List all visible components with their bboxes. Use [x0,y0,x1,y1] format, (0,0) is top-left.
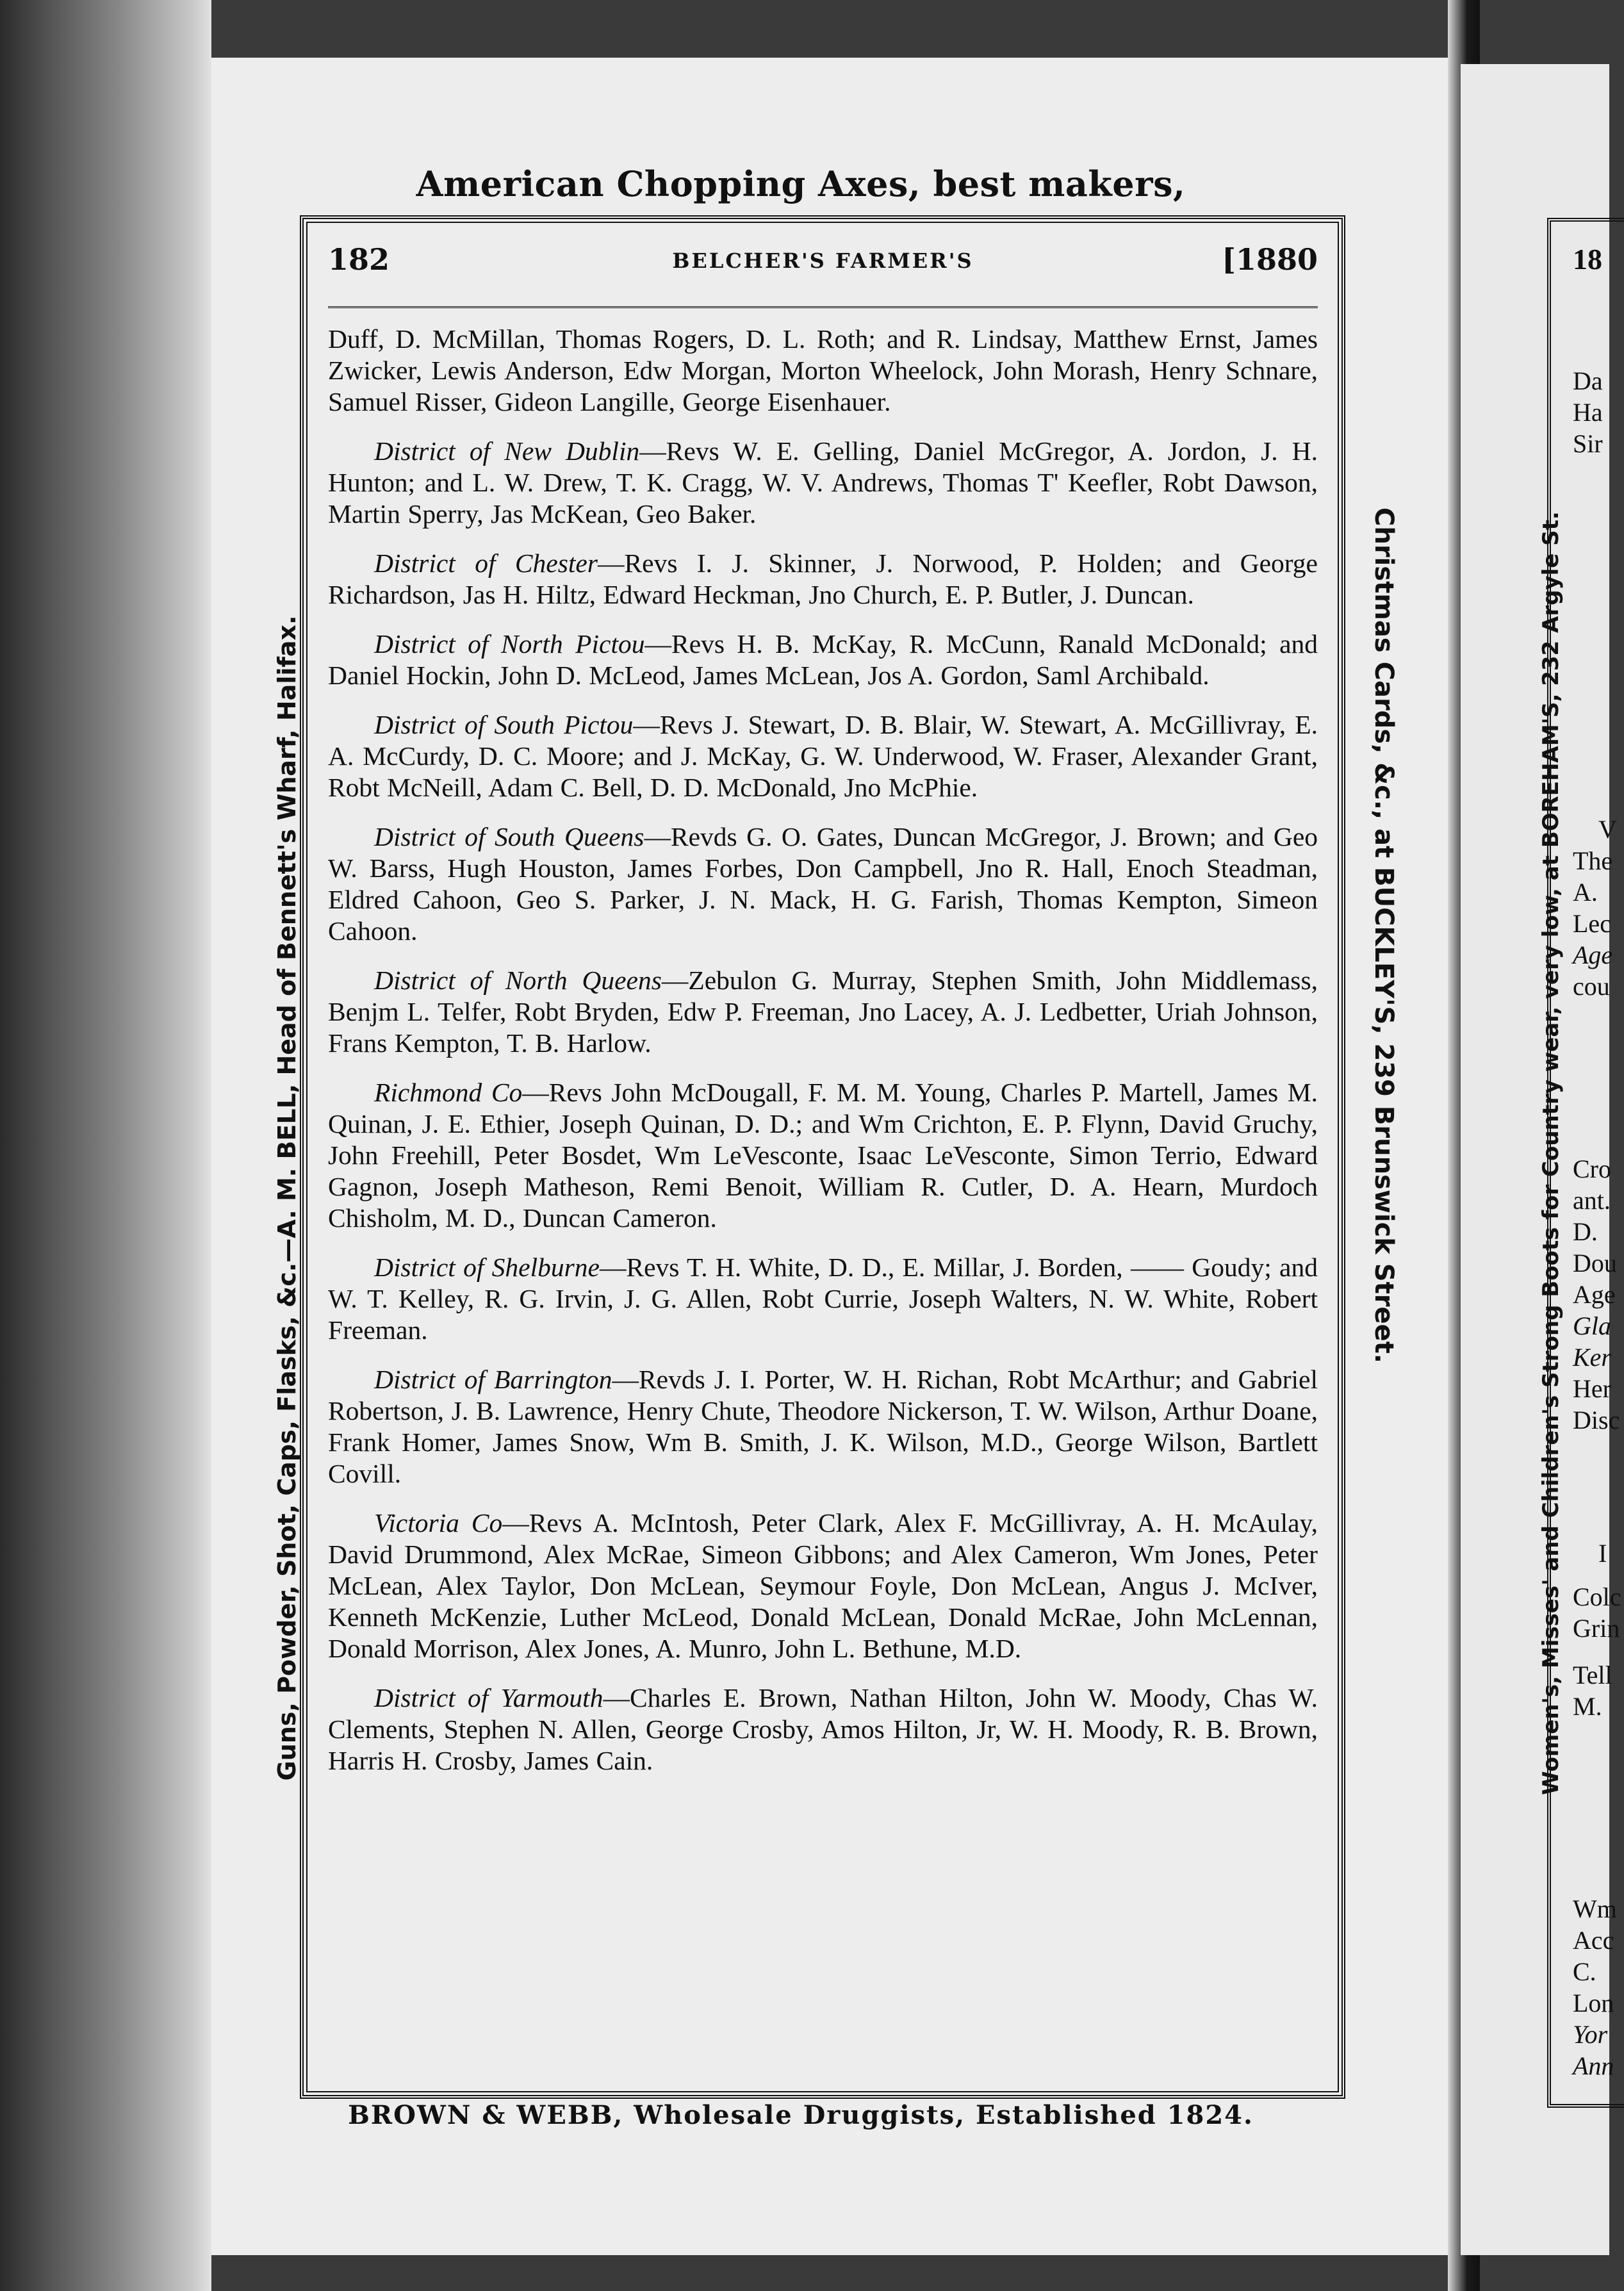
entry-text: —Revs I. J. Skinner, J. Norwood, P. Holden; and George Richardson, Jas H. Hiltz, Edward Heckman, Jno Church, E. P. Butler, J. Duncan. [328,548,1318,609]
entry-text: —Revs J. Stewart, D. B. Blair, W. Stewart, A. McGillivray, E. A. McCurdy, D. C. Moore; and J. McKay, G. W. Underwood, W. Fraser, Alexander Grant, Robt McNeill, Adam C. Bell, D. D. McDonald, Jno McPhie. [328,710,1318,802]
right-page-fragment: cou [1573,972,1610,1001]
right-page-fragment: M. [1573,1692,1602,1721]
directory-entry [328,1364,1318,1490]
entry-text: —Revds G. O. Gates, Duncan McGregor, J. Brown; and Geo W. Barss, Hugh Houston, James Forbes, Don Campbell, Jno R. Hall, Enoch Steadman, Eldred Cahoon, Geo S. Parker, J. N. Mack, H. G. Farish, Thomas Kempton, Simeon Cahoon. [328,822,1318,946]
left-margin-advertisement: Guns, Powder, Shot, Caps, Flasks, &c.—A. M. BELL, Head of Bennett's Wharf, Halifax. [273,615,301,1781]
right-margin-advertisement: Christmas Cards, &c., at BUCKLEY'S, 239 Brunswick Street. [1369,507,1398,1363]
directory-entry [328,436,1318,530]
right-page-fragment: Age [1573,1280,1616,1309]
entry-text: —Charles E. Brown, Nathan Hilton, John W. Moody, Chas W. Clements, Stephen N. Allen, George Crosby, Amos Hilton, Jr, W. H. Moody, R. B. Brown, Harris H. Crosby, James Cain. [328,1683,1318,1775]
right-page-fragment: Lec [1573,909,1611,938]
right-page-fragment: Ha [1573,398,1603,427]
directory-body [328,324,1318,1794]
right-page-fragment: Da [1573,366,1603,395]
right-page-fragment: Ann [1573,2051,1614,2080]
entry-text: —Revs T. H. White, D. D., E. Millar, J. Borden, —— Goudy; and W. T. Kelley, R. G. Irvin, J. G. Allen, Robt Currie, Joseph Walters, N. W. White, Robert Freeman. [328,1252,1318,1345]
right-page-fragment: The [1573,846,1613,875]
entry-text: —Revs W. E. Gelling, Daniel McGregor, A. Jordon, J. H. Hunton; and L. W. Drew, T. K. Cragg, W. V. Andrews, Thomas T' Keefler, Robt Dawson, Martin Sperry, Jas McKean, Geo Baker. [328,436,1318,529]
right-page-fragment: Cro [1573,1154,1611,1183]
running-title: BELCHER'S FARMER'S [672,249,974,273]
page-year: [1880 [1222,242,1318,277]
directory-entry [328,965,1318,1059]
entry-text: —Revs John McDougall, F. M. M. Young, Charles P. Martell, James M. Quinan, J. E. Ethier, Joseph Quinan, D. D.; and Wm Crichton, E. P. Flynn, David Gruchy, John Freehill, Peter Bosdet, Wm LeVesconte, Isaac LeVesconte, Simon Terrio, Edward Gagnon, Joseph Matheson, Remi Benoit, William R. Cutler, D. A. Hearn, Murdoch Chisholm, M. D., Duncan Cameron. [328,1078,1318,1233]
right-page-number-fragment: 18 [1573,243,1602,275]
right-page-fragment: Gla [1573,1311,1611,1340]
right-page-fragment: I [1598,1539,1607,1568]
directory-entry [328,821,1318,947]
district-name: Richmond Co [374,1078,523,1107]
right-page-fragment: Tell [1573,1661,1612,1689]
district-name: District of South Pictou [374,710,634,739]
right-page-fragment: ant. [1573,1186,1611,1215]
right-page-fragment: D. [1573,1217,1598,1246]
right-page-fragment: Dou [1573,1249,1617,1277]
right-page-fragment: Disc [1573,1406,1620,1434]
directory-entry [328,324,1318,418]
entry-text: —Revds J. I. Porter, W. H. Richan, Robt McArthur; and Gabriel Robertson, J. B. Lawrence, Henry Chute, Theodore Nickerson, T. W. Wilson, Arthur Doane, Frank Homer, James Snow, Wm B. Smith, J. K. Wilson, M.D., George Wilson, Bartlett Covill. [328,1365,1318,1488]
district-name: District of New Dublin [374,436,640,466]
district-name: District of Yarmouth [374,1683,603,1712]
header-rule [328,306,1318,308]
page-header [328,242,1318,287]
district-name: District of Shelburne [374,1252,600,1282]
right-page-fragment: Lon [1573,1989,1614,2017]
right-page-fragment: Colc [1573,1582,1621,1611]
right-page-fragment: V [1598,815,1617,844]
right-page-fragment: Ker [1573,1343,1611,1372]
directory-entry [328,1077,1318,1234]
right-page-fragment: Grin [1573,1614,1620,1643]
district-name: Victoria Co [374,1508,503,1538]
top-advertisement: American Chopping Axes, best makers, [416,163,1186,204]
directory-entry [328,1252,1318,1346]
entry-text: Duff, D. McMillan, Thomas Rogers, D. L. Roth; and R. Lindsay, Matthew Ernst, James Zwicker, Lewis Anderson, Edw Morgan, Morton Wheelock, John Morash, Henry Schnare, Samuel Risser, Gideon Langille, George Eisenhauer. [328,324,1318,416]
district-name: District of North Pictou [374,629,645,659]
page-number: 182 [328,242,390,277]
right-page-fragment: Age [1573,940,1613,969]
right-page-fragment: Her [1573,1374,1611,1403]
entry-text: —Zebulon G. Murray, Stephen Smith, John Middlemass, Benjm L. Telfer, Robt Bryden, Edw P. Freeman, Jno Lacey, A. J. Ledbetter, Uriah Johnson, Frans Kempton, T. B. Harlow. [328,965,1318,1058]
entry-text: —Revs H. B. McKay, R. McCunn, Ranald McDonald; and Daniel Hockin, John D. McLeod, James McLean, Jos A. Gordon, Saml Archibald. [328,629,1318,690]
district-name: District of Chester [374,548,598,578]
book-spine [0,0,211,2291]
right-page-fragment: Acc [1573,1926,1614,1955]
far-right-advertisement: Women's, Misses' and Children's Strong Boots for Country wear, very low, at BOREHAM'S, 232 Argyle St. [1538,511,1564,1795]
entry-text: —Revs A. McIntosh, Peter Clark, Alex F. McGillivray, A. H. McAulay, David Drummond, Alex McRae, Simeon Gibbons; and Alex Cameron, Wm Jones, Peter McLean, Alex Taylor, Don McLean, Seymour Foyle, Don McLean, Angus J. McIver, Kenneth McKenzie, Luther McLeod, Donald McLean, Donald McRae, John McLennan, Donald Morrison, Alex Jones, A. Munro, John L. Bethune, M.D. [328,1508,1318,1663]
right-page-fragment: Sir [1573,429,1603,458]
right-page-fragment: A. [1573,878,1598,907]
directory-entry [328,548,1318,611]
bottom-advertisement: BROWN & WEBB, Wholesale Druggists, Established 1824. [348,2100,1254,2130]
directory-entry [328,1682,1318,1777]
district-name: District of South Queens [374,822,644,851]
directory-entry [328,1507,1318,1664]
district-name: District of Barrington [374,1365,612,1394]
right-page-fragment: Wm [1573,1894,1617,1923]
directory-entry [328,628,1318,691]
right-page-fragment: C. [1573,1957,1596,1986]
directory-entry [328,709,1318,803]
right-page-fragment: Yor [1573,2020,1608,2049]
district-name: District of North Queens [374,965,662,995]
